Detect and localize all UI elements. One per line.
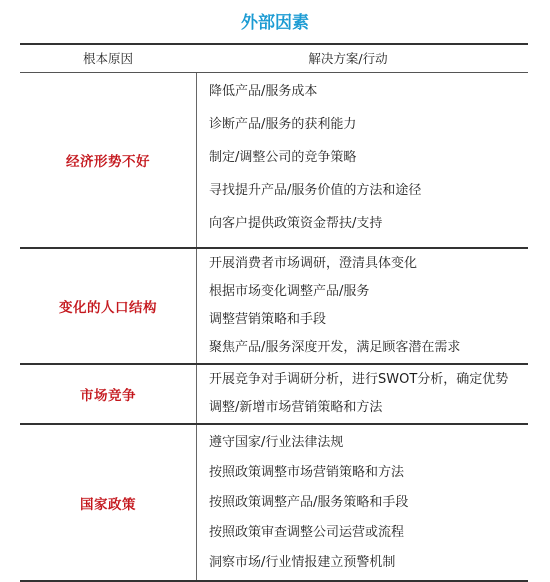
action-item: 聚焦产品/服务深度开发，满足顾客潜在需求 [209, 340, 461, 355]
page-title: 外部因素 [241, 13, 309, 33]
table-header [20, 45, 528, 73]
action-item: 开展竞争对手调研分析，进行SWOT分析，确定优势 [209, 372, 509, 387]
cause-label: 国家政策 [80, 496, 136, 513]
actions-list [197, 425, 528, 580]
section-economy [20, 73, 528, 249]
cause-cell [20, 365, 197, 423]
action-item: 向客户提供政策资金帮扶/支持 [209, 216, 383, 231]
action-item: 遵守国家/行业法律法规 [209, 435, 344, 450]
action-item: 开展消费者市场调研，澄清具体变化 [209, 256, 418, 271]
actions-list [197, 365, 528, 423]
header-action: 解决方案/行动 [308, 51, 388, 66]
cause-label: 变化的人口结构 [59, 300, 157, 316]
section-competition [20, 365, 528, 425]
action-item: 洞察市场/行业情报建立预警机制 [209, 555, 396, 570]
action-item: 根据市场变化调整产品/服务 [209, 284, 370, 299]
action-item: 按照政策调整产品/服务策略和手段 [209, 495, 409, 510]
cause-cell [20, 73, 197, 247]
action-item: 按照政策调整市场营销策略和方法 [209, 465, 405, 480]
action-item: 制定/调整公司的竞争策略 [209, 150, 357, 165]
cause-cell [20, 425, 197, 580]
action-item: 寻找提升产品/服务价值的方法和途径 [209, 183, 422, 198]
action-item: 按照政策审查调整公司运营或流程 [209, 525, 405, 540]
actions-list [197, 73, 528, 247]
section-policy [20, 425, 528, 582]
action-item: 降低产品/服务成本 [209, 84, 318, 99]
cause-label: 市场竞争 [80, 388, 136, 404]
action-item: 调整/新增市场营销策略和方法 [209, 400, 383, 415]
section-population [20, 249, 528, 365]
header-cause: 根本原因 [82, 51, 133, 66]
actions-list [197, 249, 528, 363]
action-item: 诊断产品/服务的获利能力 [209, 117, 357, 132]
cause-label: 经济形势不好 [66, 154, 150, 170]
action-item: 调整营销策略和手段 [209, 312, 327, 327]
cause-cell [20, 249, 197, 363]
cause-action-table [20, 43, 528, 582]
